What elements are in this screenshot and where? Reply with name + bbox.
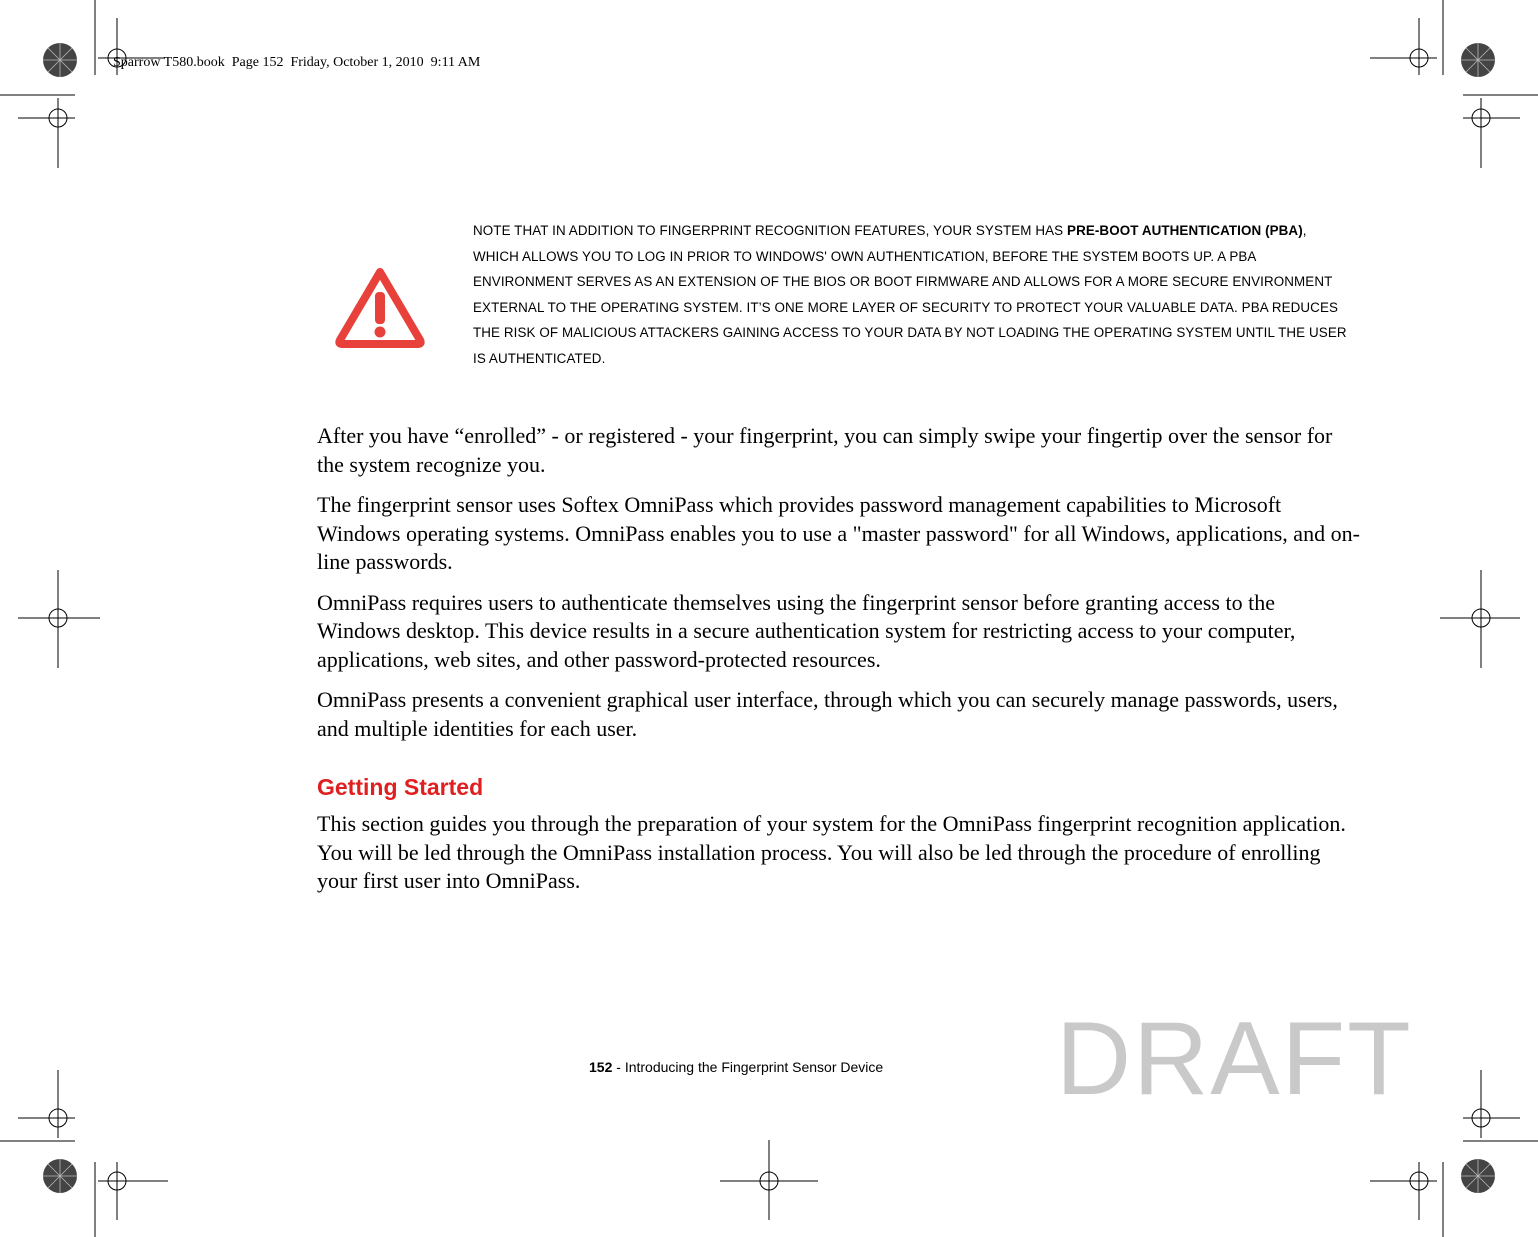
- paragraph: After you have “enrolled” - or registered - your fingerprint, you can simply swipe your fingertip over the sensor for the system recognize you.: [317, 423, 1333, 477]
- paragraph: The fingerprint sensor uses Softex OmniPass which provides password management capabilities to Microsoft Windows operating systems. OmniPass enables you to use a "master password" for all Windows, applications, and on-line passwords.: [317, 492, 1360, 574]
- crosshair-icon: [1370, 18, 1437, 75]
- crosshair-icon: [18, 570, 100, 668]
- warning-triangle-icon: [334, 266, 426, 348]
- paragraph: OmniPass presents a convenient graphical user interface, through which you can securely manage passwords, users, and multiple identities for each user.: [317, 687, 1338, 741]
- crosshair-icon: [1463, 98, 1520, 168]
- section-heading: Getting Started: [317, 774, 484, 800]
- note-bold-term: PRE-BOOT AUTHENTICATION (PBA): [1067, 223, 1303, 238]
- section-paragraph: This section guides you through the preparation of your system for the OmniPass fingerprint recognition application. You will be led through the OmniPass installation process. You will also be led through the procedure of enrolling your first user into OmniPass.: [317, 811, 1346, 893]
- footer-separator: -: [612, 1059, 625, 1075]
- page-number: 152: [589, 1059, 613, 1075]
- body-text: [317, 422, 1362, 755]
- crosshair-icon: [1463, 1070, 1520, 1138]
- crosshair-icon: [18, 98, 75, 168]
- crosshair-icon: [1440, 570, 1520, 668]
- crosshair-icon: [720, 1140, 818, 1220]
- page-footer: [589, 1059, 883, 1075]
- crosshair-icon: [1370, 1162, 1437, 1220]
- crosshair-icon: [18, 1070, 75, 1138]
- print-slug-header: Sparrow T580.book Page 152 Friday, October 1, 2010 9:11 AM: [113, 55, 481, 70]
- warning-note: [473, 218, 1353, 372]
- note-text: , WHICH ALLOWS YOU TO LOG IN PRIOR TO WINDOWS' OWN AUTHENTICATION, BEFORE THE SYSTEM BOOTS UP. A PBA ENVIRONMENT SERVES AS AN EXTENSION OF THE BIOS OR BOOT FIRMWARE AND ALLOWS FOR A MORE SECURE ENVIRONMENT EXTERNAL TO THE OPERATING SYSTEM. IT’S ONE MORE LAYER OF SECURITY TO PROTECT YOUR VALUABLE DATA. PBA REDUCES THE RISK OF MALICIOUS ATTACKERS GAINING ACCESS TO YOUR DATA BY NOT LOADING THE OPERATING SYSTEM UNTIL THE USER IS AUTHENTICATED.: [473, 223, 1347, 366]
- note-text: NOTE THAT IN ADDITION TO FINGERPRINT RECOGNITION FEATURES, YOUR SYSTEM HAS: [473, 223, 1068, 238]
- crosshair-icon: [98, 1162, 168, 1220]
- paragraph: OmniPass requires users to authenticate themselves using the fingerprint sensor before granting access to the Windows desktop. This device results in a secure authentication system for restricting access to your computer, applications, web sites, and other password-protected resources.: [317, 589, 1296, 672]
- draft-watermark: DRAFT: [1056, 1001, 1413, 1117]
- chapter-title: Introducing the Fingerprint Sensor Device: [624, 1059, 884, 1075]
